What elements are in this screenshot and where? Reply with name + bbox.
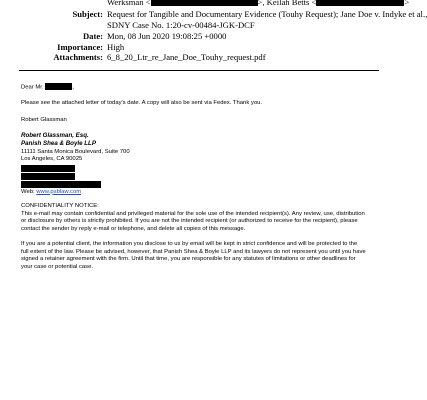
header-divider xyxy=(19,70,379,71)
signature-web: Web: www.psblaw.com xyxy=(21,188,82,195)
client-notice-line: full extent of the law. Please be advised, however, that Panish Shea & Boyle LLP and its lawyers do not represent you until you have xyxy=(21,248,366,255)
website-link[interactable]: www.psblaw.com xyxy=(36,188,82,195)
notice-line: contact the sender by reply e-mail or telephone, and delete all copies of this message. xyxy=(21,225,246,232)
client-notice-line: If you are a potential client, the information you disclose to us by email will be kept in strict confidence and will be protected to the xyxy=(21,241,358,247)
importance-label: Importance: xyxy=(57,41,103,52)
to-text-mid: >, Keilah Betts < xyxy=(257,0,317,7)
client-notice-line: signed a retainer agreement with the firm. Until that time, you are responsible for any statutes of limitations or other deadlines for xyxy=(21,256,356,262)
body-text: Please see the attached letter of today's date. A copy will also be sent via Fedex. Thank you. xyxy=(21,100,263,106)
sender-name: Robert Glassman xyxy=(21,117,67,123)
notice-line: or disclosure by others is strictly prohibited. If you are not the intended recipient (or authorized to receive for the recipient), please xyxy=(21,218,358,224)
client-notice-line: your case or potential case. xyxy=(21,263,94,270)
greeting: Dear Mr. , xyxy=(21,84,74,91)
importance-value: High xyxy=(107,41,125,52)
attachment-file[interactable]: 6_8_20_Ltr_re_Jane_Doe_Touhy_request.pdf xyxy=(107,52,266,62)
signature-address-2: Los Angeles, CA 90025 xyxy=(21,156,83,162)
subject-line-2: SDNY Case No. 1:20-cv-00484-JGK-DCF xyxy=(107,19,255,30)
notice-title: CONFIDENTIALITY NOTICE: xyxy=(21,203,99,209)
redaction-bar xyxy=(45,83,72,90)
redaction-bar xyxy=(21,165,75,172)
redaction-bar xyxy=(316,0,404,6)
to-text-start: Werksman < xyxy=(107,0,151,7)
redaction-bar xyxy=(151,0,258,6)
signature-firm: Panish Shea & Boyle LLP xyxy=(21,140,96,147)
signature-name: Robert Glassman, Esq. xyxy=(21,132,89,139)
signature-address-1: 11111 Santa Monica Boulevard, Suite 700 xyxy=(21,148,130,155)
to-text-end: > xyxy=(404,0,410,7)
subject-label: Subject: xyxy=(72,9,103,19)
date-label: Date: xyxy=(82,31,103,41)
redaction-bar xyxy=(21,173,75,180)
redaction-bar xyxy=(21,181,101,188)
subject-line-1: Request for Tangible and Documentary Evidence (Touhy Request); Jane Doe v. Indyke et al., xyxy=(107,9,427,19)
notice-line: This e-mail may contain confidential and privileged material for the sole use of the intended recipient(s). Any review, use, distribution xyxy=(21,210,365,217)
attachments-label: Attachments: xyxy=(53,52,103,62)
date-value: Mon, 08 Jun 2020 19:08:25 +0000 xyxy=(107,31,227,41)
